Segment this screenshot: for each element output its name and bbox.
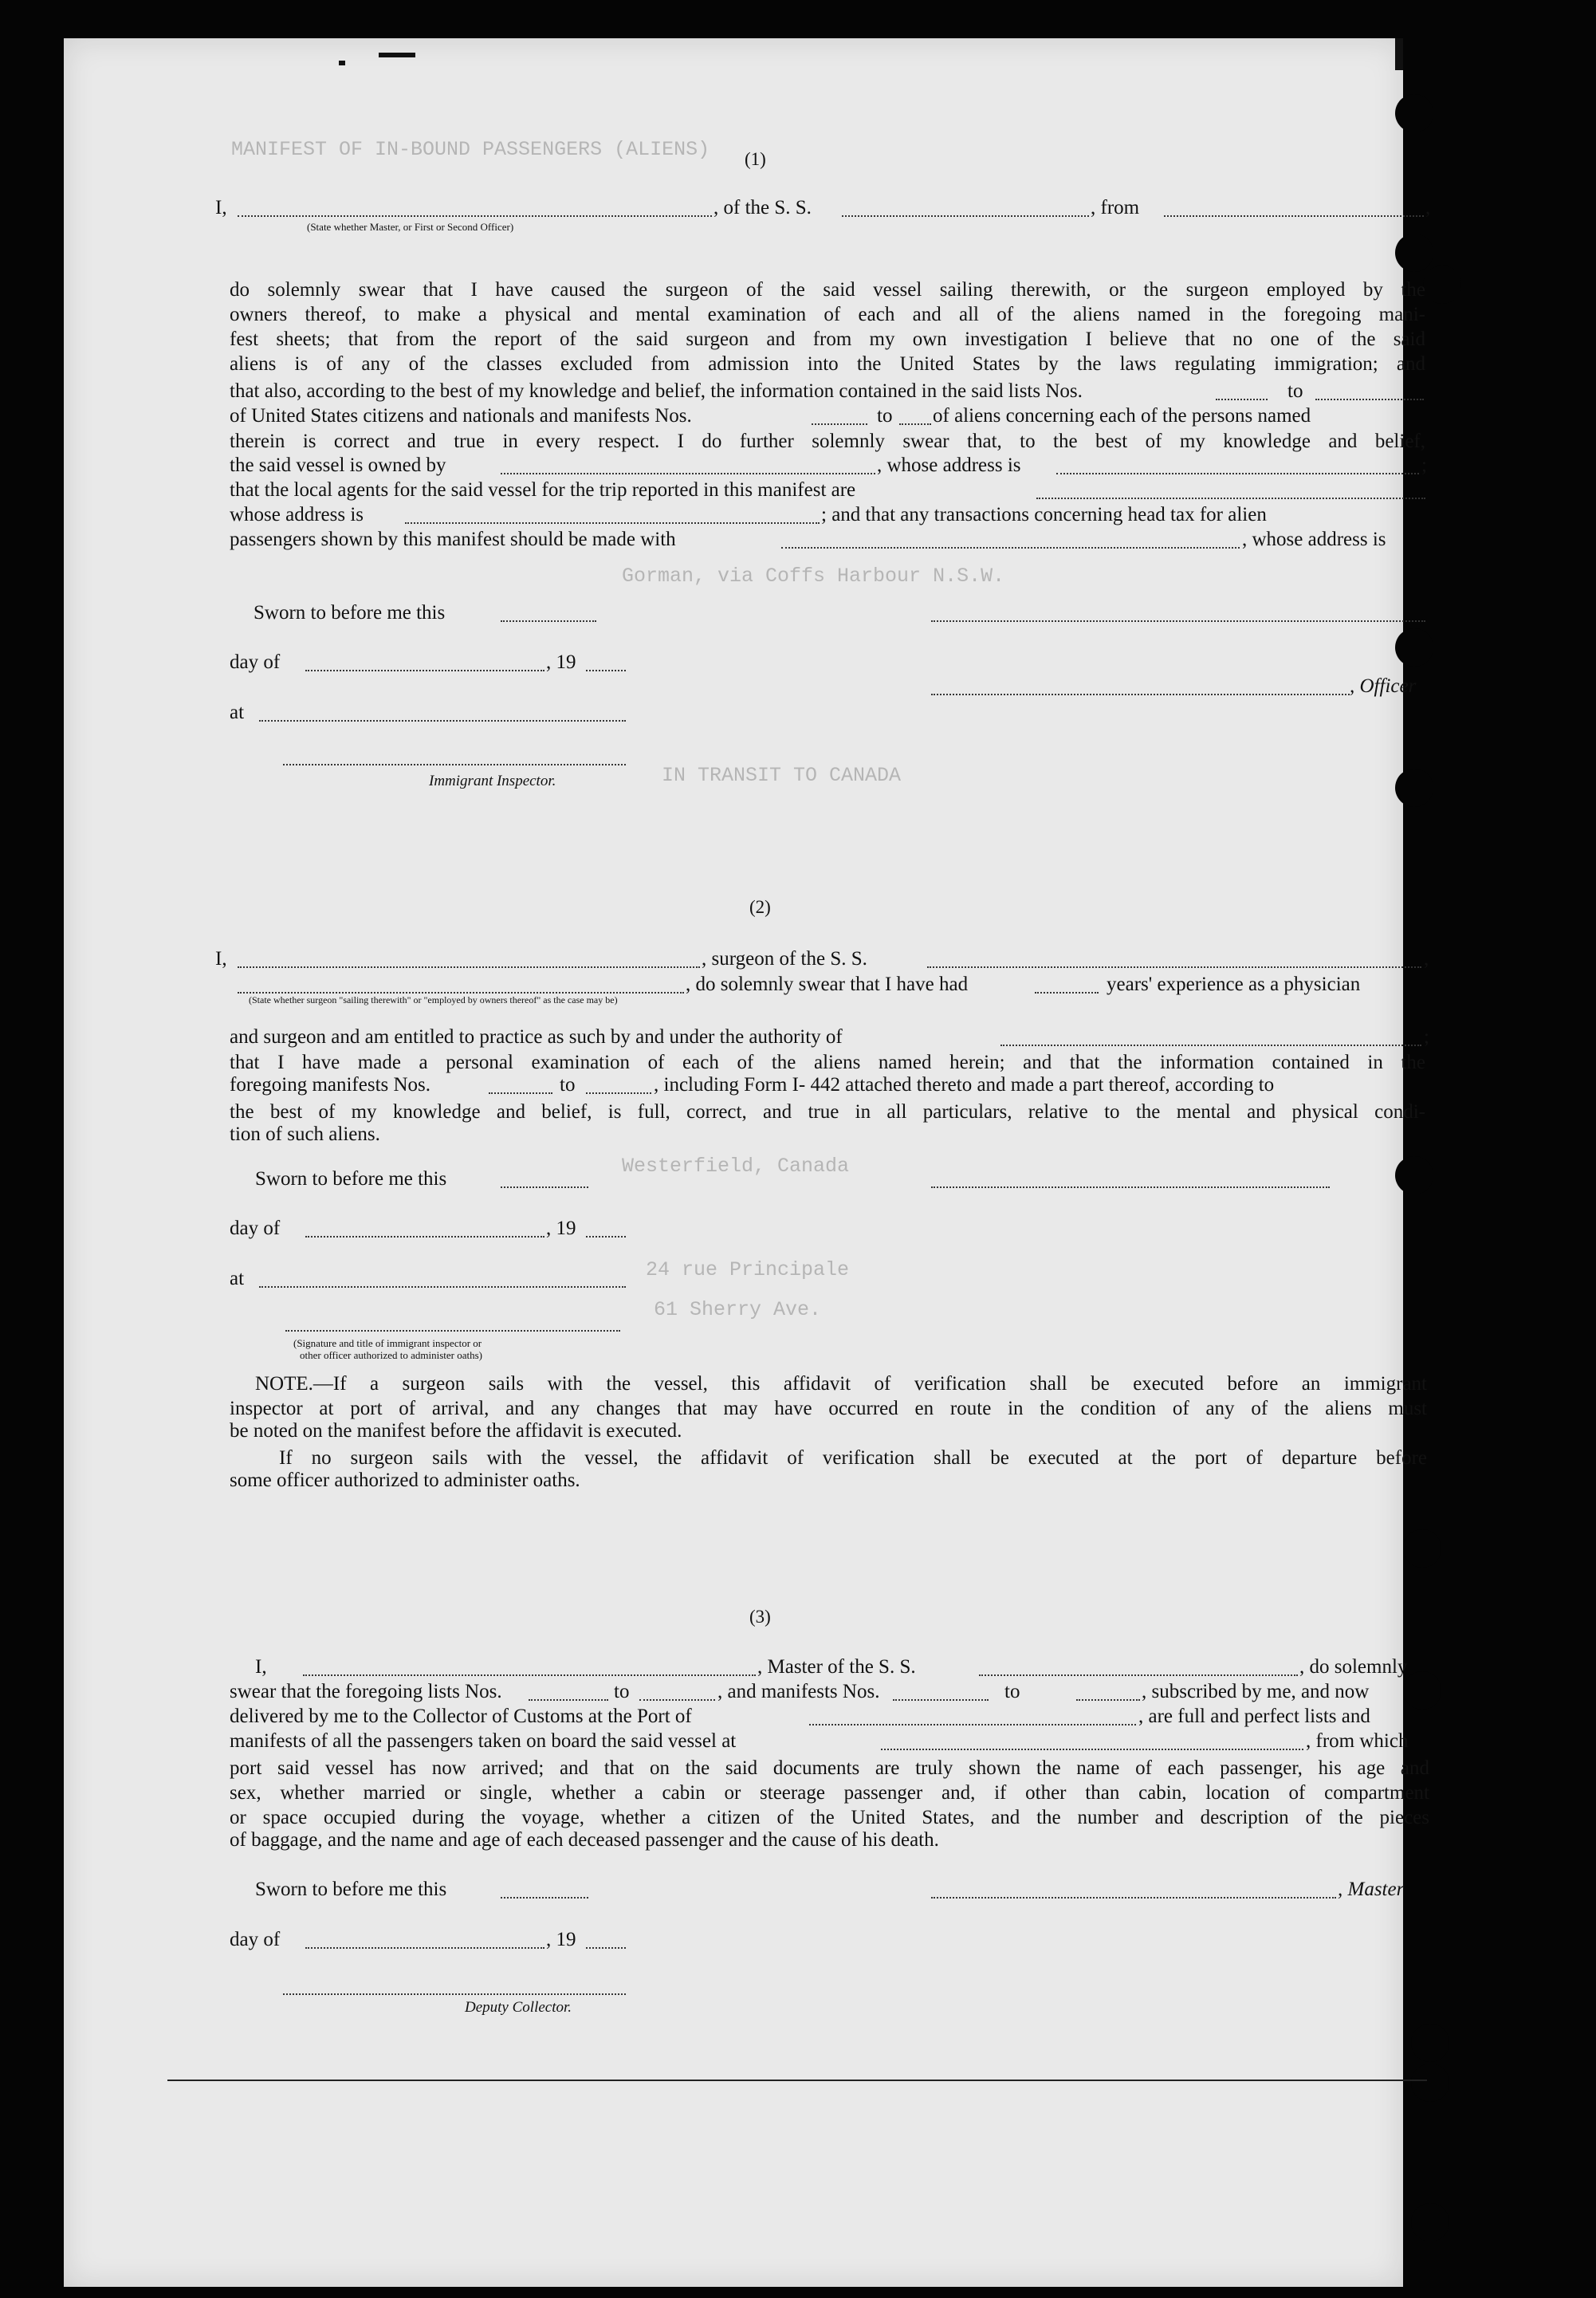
s1-line1-from: , from bbox=[1091, 197, 1140, 218]
scan-mark bbox=[379, 53, 415, 57]
s2-sworn-label: Sworn to before me this bbox=[255, 1168, 447, 1190]
s1-at-label: at bbox=[230, 702, 245, 723]
s2-year-field[interactable] bbox=[586, 1236, 626, 1238]
s1-sworn-date-field[interactable] bbox=[501, 620, 596, 622]
s2-day-label: day of bbox=[230, 1218, 281, 1239]
s1-owner-address-field[interactable] bbox=[1056, 473, 1419, 474]
s3-line2-lists: swear that the foregoing lists Nos. bbox=[230, 1681, 502, 1702]
s1-agents-address-field[interactable] bbox=[405, 522, 820, 524]
s3-line3-delivered: delivered by me to the Collector of Customs at the Port of bbox=[230, 1706, 692, 1727]
s1-line11-headtax: ; and that any transactions concerning head tax for alien bbox=[821, 504, 1267, 525]
s1-paragraph-line: owners thereof, to make a physical and mental examination of each and all of the aliens named in the foregoing mani- bbox=[230, 304, 1425, 325]
s1-agents-field[interactable] bbox=[1036, 498, 1425, 499]
s1-line1-i: I, bbox=[215, 197, 227, 218]
s2-signature-caption-2: other officer authorized to administer oaths) bbox=[300, 1349, 482, 1361]
s3-master-signature-field[interactable] bbox=[931, 1897, 1336, 1899]
s1-line11-address: whose address is bbox=[230, 504, 364, 525]
s1-vessel-name-field[interactable] bbox=[842, 215, 1089, 217]
bleed-through-text: IN TRANSIT TO CANADA bbox=[662, 764, 902, 787]
s3-master-name-field[interactable] bbox=[303, 1674, 756, 1676]
s3-deputy-label: Deputy Collector. bbox=[465, 1999, 572, 2016]
bleed-through-text: 24 rue Principale bbox=[646, 1258, 850, 1281]
s2-manifests-from-field[interactable] bbox=[489, 1092, 552, 1094]
s3-line2-manifests: , and manifests Nos. bbox=[717, 1681, 880, 1702]
s1-lists-to-field[interactable] bbox=[1315, 399, 1424, 400]
s2-line3-authority: and surgeon and am entitled to practice as such by and under the authority of bbox=[230, 1026, 843, 1048]
s1-line7-aliens: of aliens concerning each of the persons named bbox=[933, 405, 1311, 427]
s3-line4-manifests: manifests of all the passengers taken on board the said vessel at bbox=[230, 1730, 737, 1752]
s1-officer-label: , Officer bbox=[1350, 675, 1417, 697]
s3-year-label: , 19 bbox=[546, 1929, 576, 1950]
s2-line1-ss: , surgeon of the S. S. bbox=[702, 948, 867, 970]
s2-line6-text: the best of my knowledge and belief, is full, correct, and true in all particulars, relative to the mental and physical condi- bbox=[230, 1101, 1425, 1123]
s2-line2-years: years' experience as a physician bbox=[1107, 974, 1361, 995]
s1-manifests-to-field[interactable] bbox=[899, 423, 931, 425]
s1-line9-semicolon: ; bbox=[1421, 454, 1427, 476]
s2-note-line: be noted on the manifest before the affidavit is executed. bbox=[230, 1420, 682, 1442]
s2-line5-form: , including Form I- 442 attached thereto and made a part thereof, according to bbox=[654, 1074, 1275, 1096]
s2-note-line: If no surgeon sails with the vessel, the affidavit of verification shall be executed at the port of departure before bbox=[279, 1447, 1427, 1469]
s1-line10-agents: that the local agents for the said vessel for the trip reported in this manifest are bbox=[230, 479, 856, 501]
s1-line8-text: therein is correct and true in every respect. I do further solemnly swear that, to the best of my knowledge and belief, bbox=[230, 431, 1425, 452]
punch-hole bbox=[1395, 234, 1433, 272]
s2-note-line: NOTE.—If a surgeon sails with the vessel, this affidavit of verification shall be executed before an immigrant bbox=[255, 1373, 1427, 1395]
s3-sworn-label: Sworn to before me this bbox=[255, 1879, 447, 1900]
s3-year-field[interactable] bbox=[586, 1947, 626, 1949]
s3-sworn-date-field[interactable] bbox=[501, 1897, 588, 1899]
s3-vessel-name-field[interactable] bbox=[979, 1674, 1298, 1676]
s1-paragraph-line: aliens is of any of the classes excluded from admission into the United States by the laws regulating immigration; and bbox=[230, 353, 1425, 375]
bottom-rule bbox=[167, 2080, 1427, 2081]
s3-line2-to2: to bbox=[1004, 1681, 1020, 1702]
s2-day-field[interactable] bbox=[305, 1236, 544, 1238]
s1-line9-owned: the said vessel is owned by bbox=[230, 454, 446, 476]
s2-line5-manifests: foregoing manifests Nos. bbox=[230, 1074, 431, 1096]
section-2-number: (2) bbox=[749, 897, 771, 917]
punch-hole bbox=[1395, 769, 1433, 807]
s2-line5-to: to bbox=[560, 1074, 576, 1096]
s1-lists-from-field[interactable] bbox=[1216, 399, 1268, 400]
s1-owner-field[interactable] bbox=[501, 473, 875, 474]
s3-paragraph-line: or space occupied during the voyage, whether a citizen of the United States, and the number and description of the pieces bbox=[230, 1807, 1429, 1828]
form-page bbox=[64, 38, 1431, 2287]
s1-officer-rank-field[interactable] bbox=[238, 215, 712, 217]
s1-sworn-label: Sworn to before me this bbox=[254, 602, 446, 624]
s1-paragraph-line: fest sheets; that from the report of the said surgeon and from my own investigation I believe that no one of the said bbox=[230, 329, 1425, 350]
s1-line6-to: to bbox=[1287, 380, 1303, 402]
s3-paragraph-line: of baggage, and the name and age of each deceased passenger and the cause of his death. bbox=[230, 1829, 939, 1851]
s3-day-label: day of bbox=[230, 1929, 281, 1950]
s1-manifests-from-field[interactable] bbox=[812, 423, 867, 425]
bleed-through-text: Gorman, via Coffs Harbour N.S.W. bbox=[622, 565, 1005, 588]
s3-line2-subscribed: , subscribed by me, and now bbox=[1142, 1681, 1370, 1702]
s2-line1-i: I, bbox=[215, 948, 227, 970]
s2-surgeon-name-field[interactable] bbox=[238, 966, 700, 968]
s2-note-line: inspector at port of arrival, and any changes that may have occurred en route in the condition of any of the aliens must bbox=[230, 1398, 1427, 1419]
s1-line7-to: to bbox=[877, 405, 893, 427]
s1-inspector-label: Immigrant Inspector. bbox=[429, 773, 556, 789]
bleed-through-text: 61 Sherry Ave. bbox=[654, 1298, 822, 1321]
s2-signature-caption-1: (Signature and title of immigrant inspector or bbox=[293, 1337, 482, 1349]
s1-officer-signature-field[interactable] bbox=[931, 694, 1350, 695]
s1-line1-ss: , of the S. S. bbox=[713, 197, 812, 218]
s2-signature-field[interactable] bbox=[285, 1330, 620, 1332]
s1-at-field[interactable] bbox=[259, 720, 626, 722]
s1-line7-text: of United States citizens and nationals and manifests Nos. bbox=[230, 405, 692, 427]
s1-line1-comma: , bbox=[1425, 197, 1431, 218]
bleed-through-text: Westerfield, Canada bbox=[622, 1155, 850, 1178]
s1-line6-text: that also, according to the best of my knowledge and belief, the information contained in the said lists Nos. bbox=[230, 380, 1083, 402]
s3-line3-lists: , are full and perfect lists and bbox=[1138, 1706, 1370, 1727]
section-1-number: (1) bbox=[745, 149, 766, 169]
s3-day-field[interactable] bbox=[305, 1947, 544, 1949]
scan-mark bbox=[339, 61, 345, 65]
s3-port-field[interactable] bbox=[809, 1724, 1136, 1725]
s2-note-line: some officer authorized to administer oaths. bbox=[230, 1470, 580, 1491]
s1-line12-passengers: passengers shown by this manifest should be made with bbox=[230, 529, 676, 550]
s2-line2-oath: , do solemnly swear that I have had bbox=[686, 974, 969, 995]
s1-inspector-signature-field[interactable] bbox=[283, 764, 626, 765]
s2-sworn-right-field[interactable] bbox=[931, 1186, 1330, 1188]
s1-day-label: day of bbox=[230, 651, 281, 673]
s2-manifests-to-field[interactable] bbox=[586, 1092, 651, 1094]
s3-paragraph-line: sex, whether married or single, whether a cabin or steerage passenger and, if other than cabin, location of compartment bbox=[230, 1782, 1429, 1804]
s1-headtax-contact-field[interactable] bbox=[781, 547, 1240, 549]
s3-line1-master: , Master of the S. S. bbox=[757, 1656, 916, 1678]
s3-collector-signature-field[interactable] bbox=[283, 1993, 626, 1995]
punch-hole bbox=[1395, 628, 1433, 667]
punch-hole bbox=[1395, 1156, 1433, 1194]
s3-line2-to1: to bbox=[614, 1681, 630, 1702]
s1-from-port-field[interactable] bbox=[1164, 215, 1424, 217]
s3-lists-to-field[interactable] bbox=[639, 1699, 715, 1701]
s2-line3-semicolon: ; bbox=[1424, 1026, 1429, 1048]
s2-years-field[interactable] bbox=[1035, 992, 1099, 994]
punch-hole bbox=[1423, 266, 1461, 304]
s2-line1-comma: , bbox=[1424, 948, 1429, 970]
s1-line12-address: , whose address is bbox=[1242, 529, 1386, 550]
section-3-number: (3) bbox=[749, 1607, 771, 1627]
s3-master-label: , Master bbox=[1338, 1879, 1405, 1900]
punch-hole bbox=[1403, 1671, 1441, 1710]
s1-rank-instruction: (State whether Master, or First or Second Officer) bbox=[307, 221, 514, 233]
s3-line1-solemnly: , do solemnly bbox=[1299, 1656, 1408, 1678]
s2-surgeon-instruction: (State whether surgeon "sailing therewith" or "employed by owners thereof" as the case may be) bbox=[249, 994, 618, 1005]
punch-hole bbox=[1395, 94, 1433, 132]
s3-line1-i: I, bbox=[255, 1656, 267, 1678]
s1-sworn-right-field[interactable] bbox=[931, 620, 1425, 622]
s1-day-field[interactable] bbox=[305, 670, 544, 671]
s3-manifests-from-field[interactable] bbox=[893, 1699, 989, 1701]
s2-sworn-date-field[interactable] bbox=[501, 1186, 588, 1188]
s2-at-field[interactable] bbox=[259, 1286, 626, 1288]
s2-year-label: , 19 bbox=[546, 1218, 576, 1239]
punch-hole bbox=[1411, 2064, 1449, 2102]
s2-authority-field[interactable] bbox=[1000, 1045, 1421, 1046]
s2-line4-text: that I have made a personal examination of each of the aliens named herein; and that the information contained in the bbox=[230, 1052, 1425, 1073]
s3-manifests-to-field[interactable] bbox=[1076, 1699, 1140, 1701]
s1-line9-address: , whose address is bbox=[877, 454, 1021, 476]
s2-surgeon-type-field[interactable] bbox=[238, 992, 684, 994]
s1-year-label: , 19 bbox=[546, 651, 576, 673]
punch-hole bbox=[1403, 1529, 1441, 1568]
s3-line4-from: , from which bbox=[1306, 1730, 1409, 1752]
punch-hole bbox=[1411, 2024, 1449, 2062]
scan-mark bbox=[1395, 38, 1403, 70]
bleed-through-text: MANIFEST OF IN-BOUND PASSENGERS (ALIENS) bbox=[231, 138, 710, 161]
s3-paragraph-line: port said vessel has now arrived; and that on the said documents are truly shown the name of each passenger, his age and bbox=[230, 1757, 1429, 1779]
s2-at-label: at bbox=[230, 1268, 245, 1289]
s3-boarding-port-field[interactable] bbox=[881, 1749, 1303, 1750]
s1-year-field[interactable] bbox=[586, 670, 626, 671]
punch-hole bbox=[1411, 2203, 1449, 2241]
s2-vessel-name-field[interactable] bbox=[927, 966, 1421, 968]
s2-line7-text: tion of such aliens. bbox=[230, 1123, 380, 1145]
s1-paragraph-line: do solemnly swear that I have caused the surgeon of the said vessel sailing therewith, or the surgeon employed by the bbox=[230, 279, 1425, 301]
s3-lists-from-field[interactable] bbox=[529, 1699, 608, 1701]
